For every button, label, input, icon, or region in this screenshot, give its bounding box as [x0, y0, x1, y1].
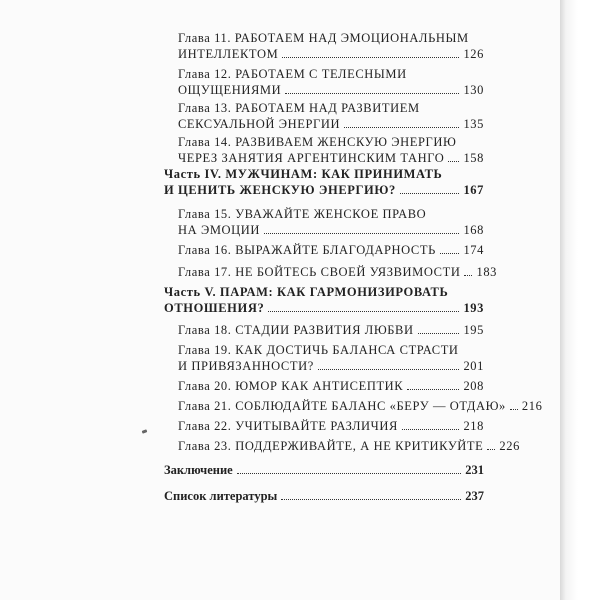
toc-part4-title: И ЦЕНИТЬ ЖЕНСКУЮ ЭНЕРГИЮ?: [164, 183, 396, 197]
dot-leader: [400, 193, 460, 194]
toc-ch19-page: 201: [463, 359, 484, 373]
toc-ch17[interactable]: [178, 264, 498, 280]
toc-part4-page: 167: [463, 183, 484, 197]
dot-leader: [510, 409, 518, 410]
toc-conclusion-title: Заключение: [164, 463, 233, 477]
toc-ch14-title: ЧЕРЕЗ ЗАНЯТИЯ АРГЕНТИНСКИМ ТАНГО: [178, 151, 445, 165]
toc-part5-page: 193: [463, 301, 484, 315]
toc-ch13-line1: Глава 13. РАБОТАЕМ НАД РАЗВИТИЕМ: [178, 101, 420, 115]
toc-ch14-page: 158: [463, 151, 484, 165]
toc-ch19-line1: Глава 19. КАК ДОСТИЧЬ БАЛАНСА СТРАСТИ: [178, 343, 459, 357]
toc-ch22-title: Глава 22. УЧИТЫВАЙТЕ РАЗЛИЧИЯ: [178, 419, 398, 433]
page-edge-shadow: [560, 0, 600, 600]
toc-ch23-title: Глава 23. ПОДДЕРЖИВАЙТЕ, А НЕ КРИТИКУЙТЕ: [178, 439, 484, 453]
dot-leader: [268, 311, 459, 312]
toc-ch16-title: Глава 16. ВЫРАЖАЙТЕ БЛАГОДАРНОСТЬ: [178, 243, 436, 257]
dot-leader: [487, 449, 495, 450]
toc-ch20[interactable]: [178, 378, 484, 394]
toc-part5-line1: Часть V. ПАРАМ: КАК ГАРМОНИЗИРОВАТЬ: [164, 285, 449, 299]
toc-references-page: 237: [465, 489, 484, 503]
toc-ch18-title: Глава 18. СТАДИИ РАЗВИТИЯ ЛЮБВИ: [178, 323, 414, 337]
toc-ch15-title: НА ЭМОЦИИ: [178, 223, 261, 237]
dot-leader: [281, 499, 461, 500]
dot-leader: [264, 233, 459, 234]
toc-ch13-title: СЕКСУАЛЬНОЙ ЭНЕРГИИ: [178, 117, 341, 131]
dot-leader: [440, 253, 460, 254]
toc-conclusion-page: 231: [465, 463, 484, 477]
dot-leader: [237, 473, 462, 474]
toc-ch20-page: 208: [463, 379, 484, 393]
dot-leader: [344, 127, 459, 128]
print-speck: [142, 429, 148, 434]
dot-leader: [464, 275, 472, 276]
dot-leader: [448, 161, 459, 162]
toc-ch23[interactable]: [178, 438, 520, 454]
toc-ch13-page: 135: [463, 117, 484, 131]
dot-leader: [318, 369, 460, 370]
toc-part5-title: ОТНОШЕНИЯ?: [164, 301, 265, 315]
toc-ch12-page: 130: [463, 83, 484, 97]
toc-conclusion[interactable]: [164, 462, 484, 478]
toc-ch15-page: 168: [463, 223, 484, 237]
dot-leader: [285, 93, 459, 94]
toc-references-title: Список литературы: [164, 489, 278, 503]
toc-ch14-line1: Глава 14. РАЗВИВАЕМ ЖЕНСКУЮ ЭНЕРГИЮ: [178, 135, 457, 149]
toc-ch15-line1: Глава 15. УВАЖАЙТЕ ЖЕНСКОЕ ПРАВО: [178, 207, 427, 221]
toc-ch19-title: И ПРИВЯЗАННОСТИ?: [178, 359, 314, 373]
toc-ch21[interactable]: [178, 398, 543, 414]
toc-part4-line2[interactable]: [164, 182, 484, 198]
toc-ch12-line2[interactable]: [178, 82, 484, 98]
toc-ch13-line2[interactable]: [178, 116, 484, 132]
toc-ch19-line2[interactable]: [178, 358, 484, 374]
toc-part4-line1: Часть IV. МУЖЧИНАМ: КАК ПРИНИМАТЬ: [164, 167, 443, 181]
toc-ch11-line1: Глава 11. РАБОТАЕМ НАД ЭМОЦИОНАЛЬНЫМ: [178, 31, 469, 45]
toc-ch17-page: 183: [476, 265, 498, 279]
toc-ch21-title: Глава 21. СОБЛЮДАЙТЕ БАЛАНС «БЕРУ — ОТДАЮ»: [178, 399, 506, 413]
toc-ch22-page: 218: [463, 419, 484, 433]
toc-ch23-page: 226: [499, 439, 520, 453]
toc-ch16[interactable]: [178, 242, 484, 258]
toc-ch18-page: 195: [463, 323, 484, 337]
toc-ch18[interactable]: [178, 322, 484, 338]
toc-ch14-line2[interactable]: [178, 150, 484, 166]
dot-leader: [282, 57, 459, 58]
toc-ch20-title: Глава 20. ЮМОР КАК АНТИСЕПТИК: [178, 379, 404, 393]
dot-leader: [407, 389, 459, 390]
toc-ch12-title: ОЩУЩЕНИЯМИ: [178, 83, 282, 97]
toc-ch15-line2[interactable]: [178, 222, 484, 238]
toc-ch12-line1: Глава 12. РАБОТАЕМ С ТЕЛЕСНЫМИ: [178, 67, 407, 81]
toc-ch11-page: 126: [463, 47, 484, 61]
toc-ch21-page: 216: [521, 399, 543, 413]
toc-ch11-title: ИНТЕЛЛЕКТОМ: [178, 47, 279, 61]
dot-leader: [418, 333, 460, 334]
toc-references[interactable]: [164, 488, 484, 504]
toc-ch22[interactable]: [178, 418, 484, 434]
toc-ch16-page: 174: [463, 243, 484, 257]
dot-leader: [402, 429, 459, 430]
toc-ch17-title: Глава 17. НЕ БОЙТЕСЬ СВОЕЙ УЯЗВИМОСТИ: [178, 265, 461, 279]
toc-ch11-line2[interactable]: [178, 46, 484, 62]
toc-part5-line2[interactable]: [164, 300, 484, 316]
